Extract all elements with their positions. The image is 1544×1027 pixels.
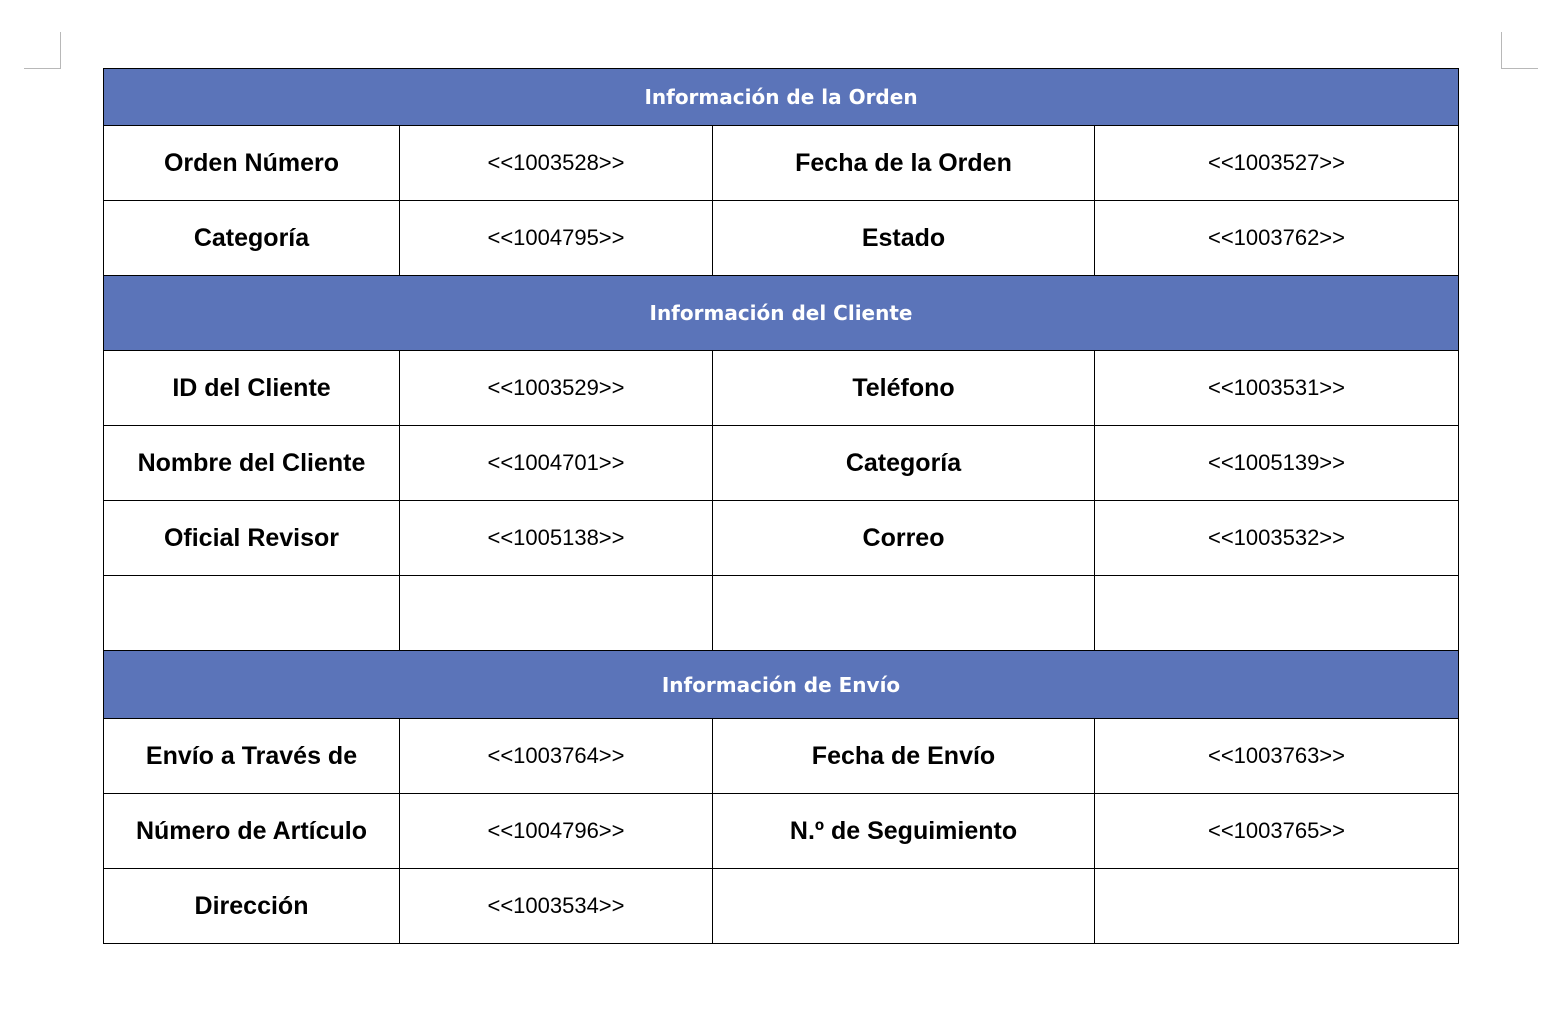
field-value: <<1005138>> bbox=[400, 501, 713, 576]
field-label bbox=[104, 576, 400, 651]
field-value: <<1003532>> bbox=[1095, 501, 1459, 576]
table-row bbox=[104, 126, 1459, 201]
field-label: Teléfono bbox=[713, 351, 1095, 426]
field-value: <<1003531>> bbox=[1095, 351, 1459, 426]
field-label bbox=[713, 869, 1095, 944]
field-value bbox=[1095, 576, 1459, 651]
table-row bbox=[104, 201, 1459, 276]
field-value: <<1003763>> bbox=[1095, 719, 1459, 794]
field-value: <<1004701>> bbox=[400, 426, 713, 501]
field-label: Nombre del Cliente bbox=[104, 426, 400, 501]
table-row bbox=[104, 351, 1459, 426]
field-value: <<1004796>> bbox=[400, 794, 713, 869]
section-title: Información de Envío bbox=[104, 651, 1459, 719]
crop-mark-top-right bbox=[1501, 32, 1538, 69]
order-form-table bbox=[103, 68, 1459, 944]
field-label: Categoría bbox=[713, 426, 1095, 501]
field-value bbox=[400, 576, 713, 651]
field-value: <<1004795>> bbox=[400, 201, 713, 276]
table-row bbox=[104, 794, 1459, 869]
field-value: <<1003534>> bbox=[400, 869, 713, 944]
field-value: <<1003528>> bbox=[400, 126, 713, 201]
field-value: <<1003762>> bbox=[1095, 201, 1459, 276]
table-row bbox=[104, 869, 1459, 944]
section-header-client bbox=[104, 276, 1459, 351]
field-label: Dirección bbox=[104, 869, 400, 944]
field-label: Fecha de la Orden bbox=[713, 126, 1095, 201]
table-row bbox=[104, 426, 1459, 501]
field-label: Categoría bbox=[104, 201, 400, 276]
field-label: ID del Cliente bbox=[104, 351, 400, 426]
table-row bbox=[104, 719, 1459, 794]
field-label: N.º de Seguimiento bbox=[713, 794, 1095, 869]
field-value: <<1003764>> bbox=[400, 719, 713, 794]
section-title: Información del Cliente bbox=[104, 276, 1459, 351]
section-header-shipping bbox=[104, 651, 1459, 719]
field-label: Correo bbox=[713, 501, 1095, 576]
field-label: Número de Artículo bbox=[104, 794, 400, 869]
section-title: Información de la Orden bbox=[104, 69, 1459, 126]
field-label: Fecha de Envío bbox=[713, 719, 1095, 794]
field-label: Estado bbox=[713, 201, 1095, 276]
field-label bbox=[713, 576, 1095, 651]
table-row-empty bbox=[104, 576, 1459, 651]
section-header-order bbox=[104, 69, 1459, 126]
field-value: <<1003765>> bbox=[1095, 794, 1459, 869]
table-row bbox=[104, 501, 1459, 576]
field-label: Orden Número bbox=[104, 126, 400, 201]
crop-mark-top-left bbox=[24, 32, 61, 69]
field-value: <<1003529>> bbox=[400, 351, 713, 426]
field-value: <<1003527>> bbox=[1095, 126, 1459, 201]
field-label: Oficial Revisor bbox=[104, 501, 400, 576]
field-label: Envío a Través de bbox=[104, 719, 400, 794]
field-value bbox=[1095, 869, 1459, 944]
field-value: <<1005139>> bbox=[1095, 426, 1459, 501]
